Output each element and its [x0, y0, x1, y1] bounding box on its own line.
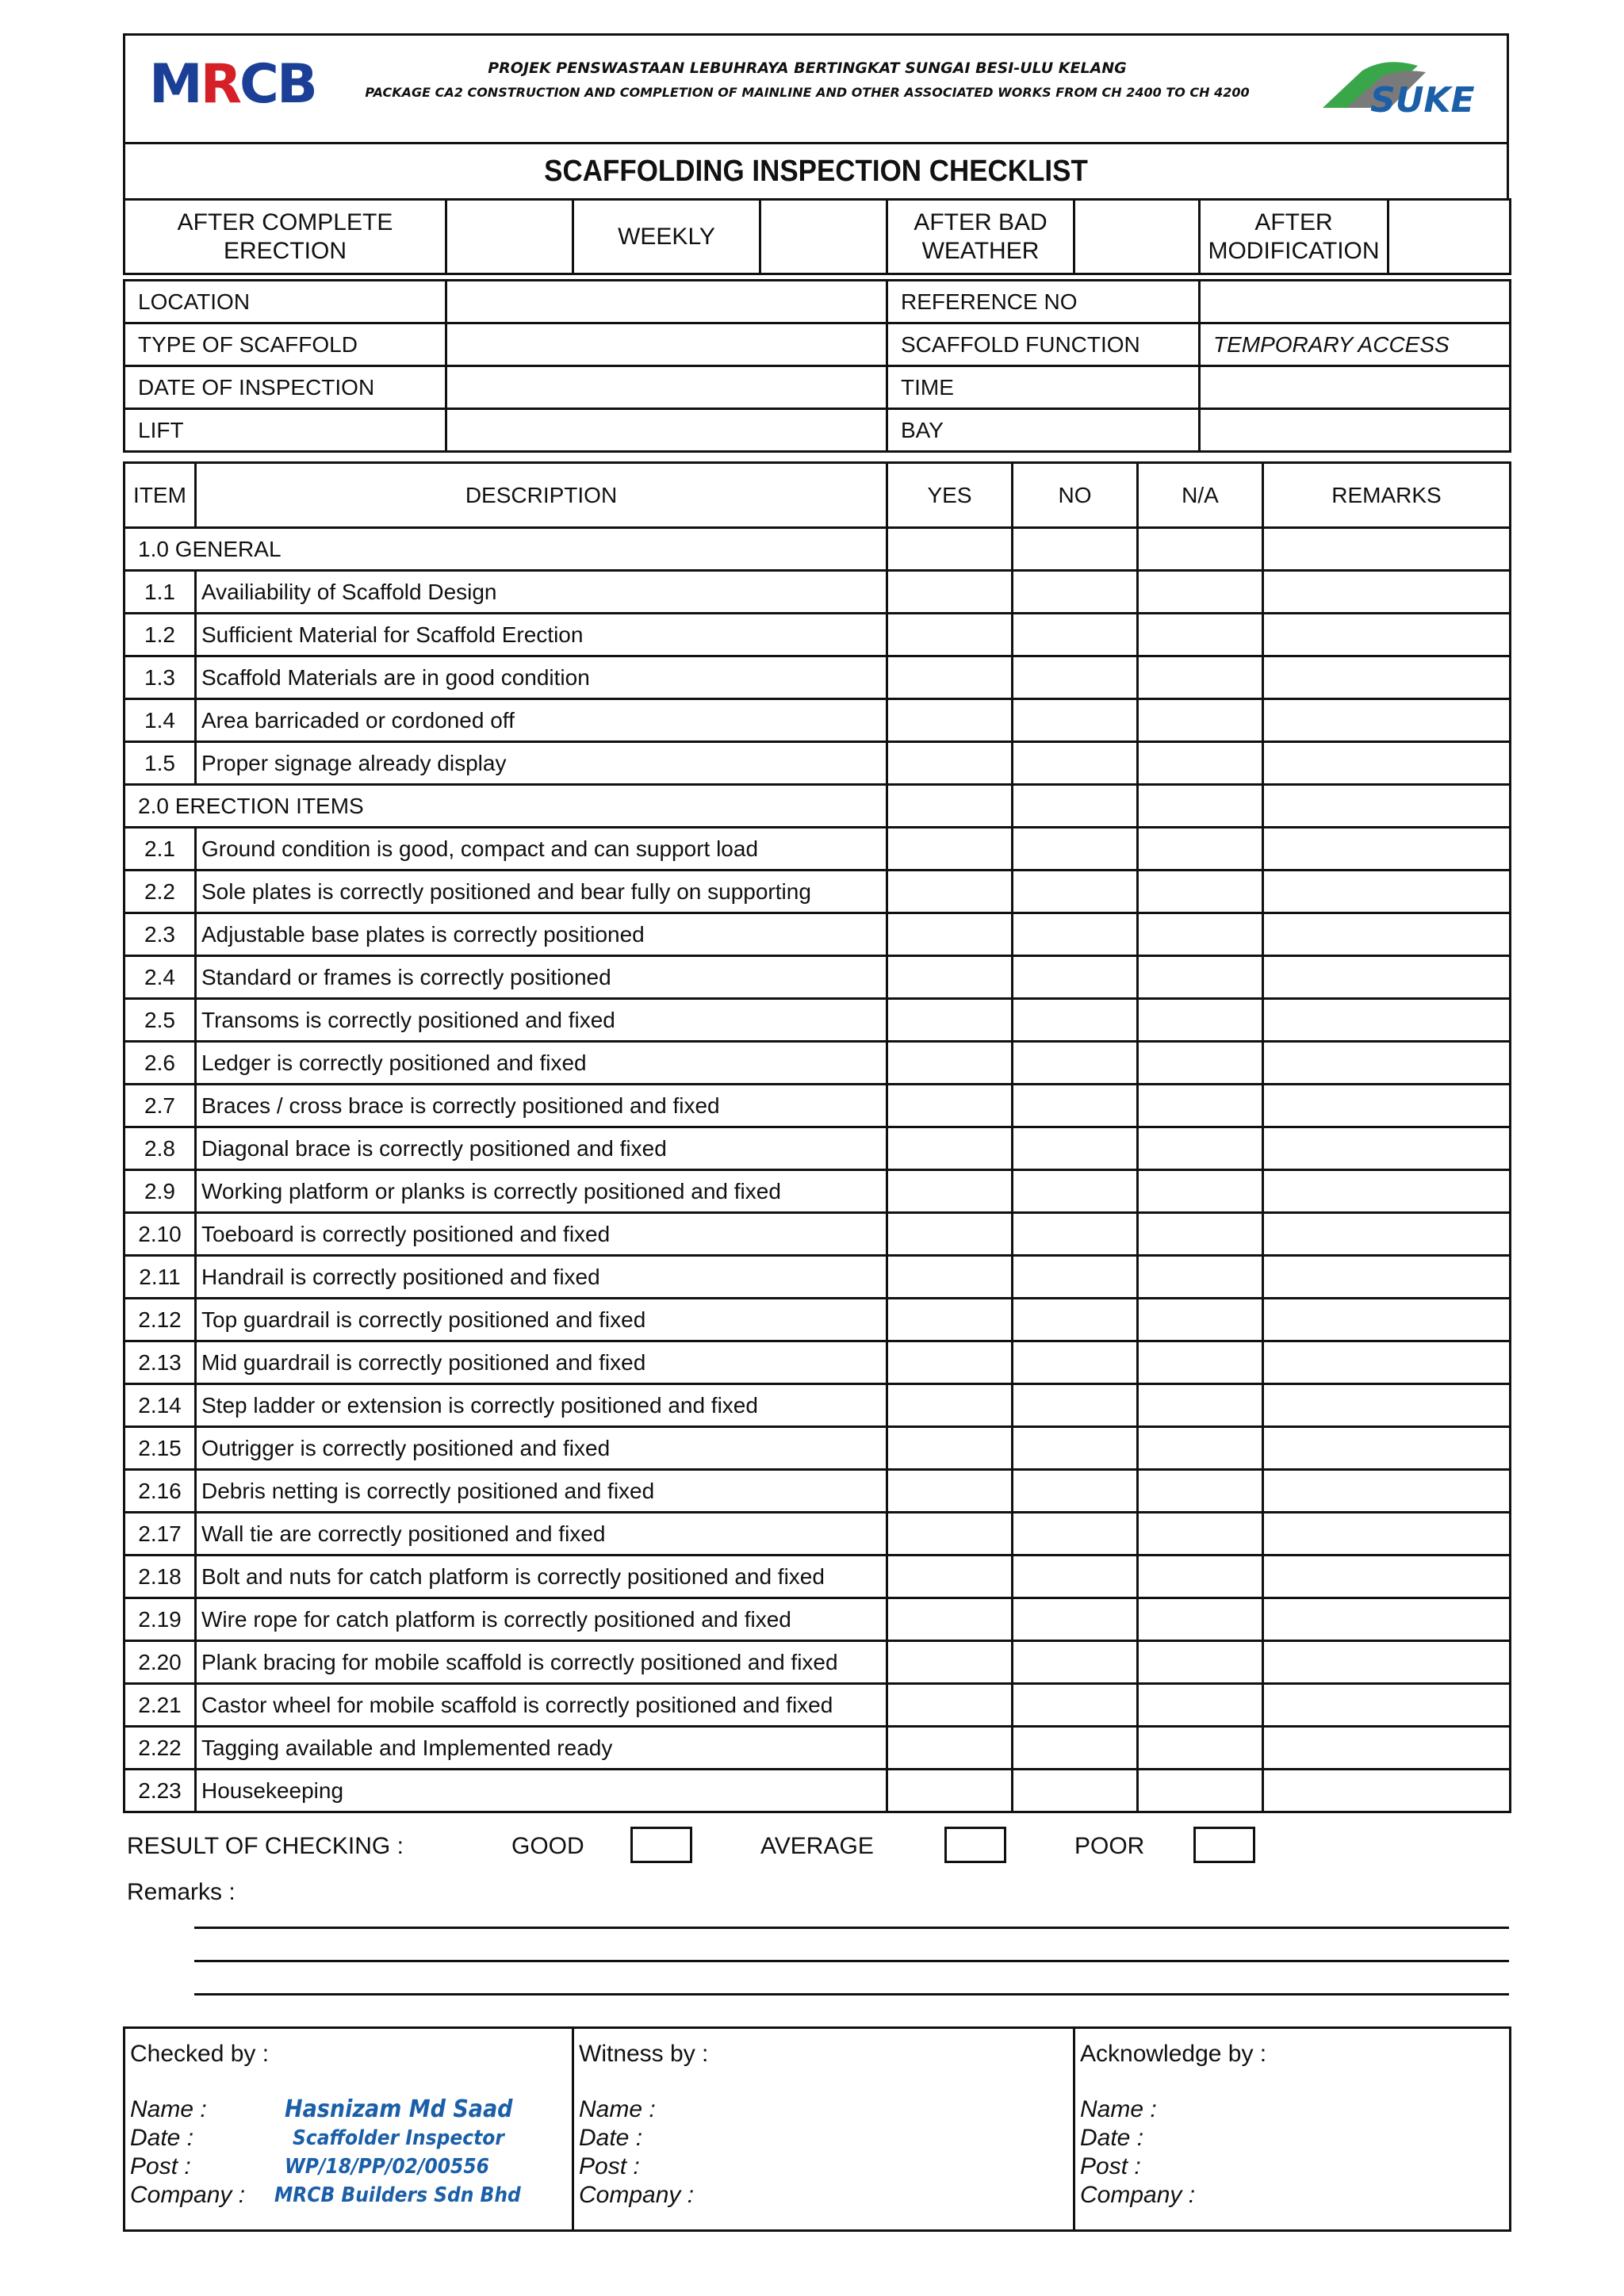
yes-checkbox[interactable] [887, 1598, 1013, 1641]
na-checkbox[interactable] [1138, 828, 1263, 871]
remarks-field[interactable] [1263, 1641, 1511, 1684]
remarks-field[interactable] [1263, 1341, 1511, 1384]
yes-checkbox[interactable] [887, 1213, 1013, 1256]
section-row [124, 785, 1511, 828]
remarks-field[interactable] [1263, 828, 1511, 871]
item-number: 2.3 [124, 913, 196, 956]
checklist-row [124, 1042, 1511, 1085]
no-checkbox[interactable] [1013, 1085, 1138, 1127]
yes-checkbox[interactable] [887, 1341, 1013, 1384]
checker-post-label: Post : [130, 2153, 191, 2179]
item-number: 2.17 [124, 1513, 196, 1556]
result-poor-label: POOR [1074, 1833, 1145, 1859]
remarks-field[interactable] [1263, 1470, 1511, 1513]
section-remarks-cell [1263, 528, 1511, 571]
acknowledge-by-cell[interactable] [1074, 2028, 1511, 2231]
item-description: Tagging available and Implemented ready [196, 1727, 887, 1770]
mrcb-logo: MRCB [149, 53, 316, 116]
col-item: ITEM [124, 463, 196, 528]
remarks-field[interactable] [1263, 699, 1511, 742]
item-number: 2.6 [124, 1042, 196, 1085]
witness-name-label: Name : [579, 2096, 656, 2122]
witness-by-cell[interactable] [573, 2028, 1074, 2231]
checklist-row [124, 1727, 1511, 1770]
no-checkbox[interactable] [1013, 1170, 1138, 1213]
section-yes-cell [887, 528, 1013, 571]
no-checkbox[interactable] [1013, 1042, 1138, 1085]
item-number: 1.5 [124, 742, 196, 785]
field-date-of-inspection[interactable] [446, 366, 887, 409]
yes-checkbox[interactable] [887, 828, 1013, 871]
checklist-row [124, 1170, 1511, 1213]
checklist-row [124, 614, 1511, 656]
item-description: Transoms is correctly positioned and fixed [196, 999, 887, 1042]
item-description: Castor wheel for mobile scaffold is correctly positioned and fixed [196, 1684, 887, 1727]
checklist-row [124, 828, 1511, 871]
no-checkbox[interactable] [1013, 1427, 1138, 1470]
item-description: Plank bracing for mobile scaffold is correctly positioned and fixed [196, 1641, 887, 1684]
item-number: 2.23 [124, 1770, 196, 1812]
item-description: Wire rope for catch platform is correctly positioned and fixed [196, 1598, 887, 1641]
label-reference-no: REFERENCE NO [887, 281, 1200, 323]
item-description: Sufficient Material for Scaffold Erection [196, 614, 887, 656]
no-checkbox[interactable] [1013, 871, 1138, 913]
na-checkbox[interactable] [1138, 1299, 1263, 1341]
item-description: Proper signage already display [196, 742, 887, 785]
item-description: Braces / cross brace is correctly positioned and fixed [196, 1085, 887, 1127]
item-number: 2.10 [124, 1213, 196, 1256]
checker-name-label: Name : [130, 2096, 207, 2122]
no-checkbox[interactable] [1013, 913, 1138, 956]
section-title: 1.0 GENERAL [124, 528, 887, 571]
remarks-field[interactable] [1263, 1256, 1511, 1299]
na-checkbox[interactable] [1138, 1598, 1263, 1641]
suke-logo [1315, 48, 1489, 128]
signoff-table [123, 2026, 1511, 2232]
section-yes-cell [887, 785, 1013, 828]
svg-text:SUKE: SUKE [1370, 80, 1475, 121]
item-number: 2.1 [124, 828, 196, 871]
na-checkbox[interactable] [1138, 1085, 1263, 1127]
col-na: N/A [1138, 463, 1263, 528]
yes-checkbox[interactable] [887, 1770, 1013, 1812]
checklist-row [124, 571, 1511, 614]
na-checkbox[interactable] [1138, 742, 1263, 785]
section-no-cell [1013, 528, 1138, 571]
section-na-cell [1138, 785, 1263, 828]
item-description: Housekeeping [196, 1770, 887, 1812]
project-title-line1: PROJEK PENSWASTAAN LEBUHRAYA BERTINGKAT SUNGAI BESI-ULU KELANG [488, 59, 1127, 77]
na-checkbox[interactable] [1138, 1470, 1263, 1513]
remarks-field[interactable] [1263, 1384, 1511, 1427]
witness-by-label: Witness by : [579, 2041, 709, 2067]
item-number: 1.3 [124, 656, 196, 699]
no-checkbox[interactable] [1013, 614, 1138, 656]
na-checkbox[interactable] [1138, 614, 1263, 656]
na-checkbox[interactable] [1138, 1513, 1263, 1556]
checked-by-label: Checked by : [130, 2041, 270, 2067]
result-average-checkbox[interactable] [944, 1827, 1006, 1863]
remarks-field[interactable] [1263, 571, 1511, 614]
na-checkbox[interactable] [1138, 1213, 1263, 1256]
yes-checkbox[interactable] [887, 742, 1013, 785]
remarks-field[interactable] [1263, 1127, 1511, 1170]
no-checkbox[interactable] [1013, 1727, 1138, 1770]
na-checkbox[interactable] [1138, 871, 1263, 913]
yes-checkbox[interactable] [887, 1170, 1013, 1213]
item-description: Adjustable base plates is correctly positioned [196, 913, 887, 956]
no-checkbox[interactable] [1013, 1770, 1138, 1812]
remarks-field[interactable] [1263, 999, 1511, 1042]
result-poor-checkbox[interactable] [1193, 1827, 1255, 1863]
col-yes: YES [887, 463, 1013, 528]
no-checkbox[interactable] [1013, 1341, 1138, 1384]
inspection-type-table [123, 198, 1511, 275]
no-checkbox[interactable] [1013, 828, 1138, 871]
item-number: 2.15 [124, 1427, 196, 1470]
checklist-row [124, 1341, 1511, 1384]
item-number: 2.21 [124, 1684, 196, 1727]
remarks-field[interactable] [1263, 1598, 1511, 1641]
type-after-modification: AFTER MODIFICATION [1200, 200, 1388, 274]
yes-checkbox[interactable] [887, 656, 1013, 699]
type-after-bad-weather: AFTER BAD WEATHER [887, 200, 1074, 274]
no-checkbox[interactable] [1013, 742, 1138, 785]
na-checkbox[interactable] [1138, 1556, 1263, 1598]
remarks-field[interactable] [1263, 1085, 1511, 1127]
checker-date-row [130, 2124, 572, 2152]
no-checkbox[interactable] [1013, 571, 1138, 614]
info-table [123, 279, 1511, 453]
item-number: 1.1 [124, 571, 196, 614]
yes-checkbox[interactable] [887, 871, 1013, 913]
no-checkbox[interactable] [1013, 656, 1138, 699]
na-checkbox[interactable] [1138, 1341, 1263, 1384]
item-number: 1.2 [124, 614, 196, 656]
yes-checkbox[interactable] [887, 1384, 1013, 1427]
checklist-row [124, 1256, 1511, 1299]
remarks-field[interactable] [1263, 614, 1511, 656]
label-lift: LIFT [124, 409, 446, 452]
item-description: Area barricaded or cordoned off [196, 699, 887, 742]
checklist-row [124, 699, 1511, 742]
yes-checkbox[interactable] [887, 699, 1013, 742]
no-checkbox[interactable] [1013, 1384, 1138, 1427]
yes-checkbox[interactable] [887, 956, 1013, 999]
section-title: 2.0 ERECTION ITEMS [124, 785, 887, 828]
result-good-label: GOOD [511, 1833, 584, 1859]
checklist-row [124, 1470, 1511, 1513]
yes-checkbox[interactable] [887, 1556, 1013, 1598]
checker-name-value: Hasnizam Md Saad [285, 2095, 513, 2123]
checklist-row [124, 1299, 1511, 1341]
remarks-field[interactable] [1263, 1513, 1511, 1556]
no-checkbox[interactable] [1013, 1556, 1138, 1598]
item-description: Diagonal brace is correctly positioned and fixed [196, 1127, 887, 1170]
yes-checkbox[interactable] [887, 1299, 1013, 1341]
remarks-field[interactable] [1263, 742, 1511, 785]
field-location[interactable] [446, 281, 887, 323]
checkbox-after-modification[interactable] [1388, 200, 1511, 274]
ack-date-label: Date : [1080, 2125, 1144, 2151]
na-checkbox[interactable] [1138, 913, 1263, 956]
item-description: Handrail is correctly positioned and fixed [196, 1256, 887, 1299]
remarks-line-1[interactable] [194, 1927, 1509, 1929]
checklist-row [124, 1427, 1511, 1470]
item-description: Bolt and nuts for catch platform is correctly positioned and fixed [196, 1556, 887, 1598]
remarks-field[interactable] [1263, 1684, 1511, 1727]
remarks-field[interactable] [1263, 1727, 1511, 1770]
label-location: LOCATION [124, 281, 446, 323]
checklist-row [124, 1598, 1511, 1641]
remarks-field[interactable] [1263, 871, 1511, 913]
checkbox-after-bad-weather[interactable] [1074, 200, 1200, 274]
item-number: 2.9 [124, 1170, 196, 1213]
remarks-field[interactable] [1263, 1427, 1511, 1470]
witness-date-label: Date : [579, 2125, 643, 2151]
yes-checkbox[interactable] [887, 1127, 1013, 1170]
field-time[interactable] [1200, 366, 1511, 409]
checklist-row [124, 656, 1511, 699]
na-checkbox[interactable] [1138, 1427, 1263, 1470]
checklist-row [124, 999, 1511, 1042]
result-average-label: AVERAGE [760, 1833, 874, 1859]
na-checkbox[interactable] [1138, 1684, 1263, 1727]
checker-post-value: WP/18/PP/02/00556 [285, 2155, 489, 2179]
checker-company-row [130, 2181, 572, 2210]
checkbox-after-complete-erection[interactable] [446, 200, 573, 274]
remarks-label: Remarks : [127, 1879, 236, 1905]
item-number: 2.5 [124, 999, 196, 1042]
item-description: Top guardrail is correctly positioned and fixed [196, 1299, 887, 1341]
item-description: Standard or frames is correctly positioned [196, 956, 887, 999]
item-description: Ground condition is good, compact and can support load [196, 828, 887, 871]
checklist-row [124, 956, 1511, 999]
yes-checkbox[interactable] [887, 913, 1013, 956]
na-checkbox[interactable] [1138, 1641, 1263, 1684]
na-checkbox[interactable] [1138, 699, 1263, 742]
item-number: 2.8 [124, 1127, 196, 1170]
na-checkbox[interactable] [1138, 1256, 1263, 1299]
checklist-row [124, 742, 1511, 785]
item-description: Working platform or planks is correctly positioned and fixed [196, 1170, 887, 1213]
section-no-cell [1013, 785, 1138, 828]
na-checkbox[interactable] [1138, 1042, 1263, 1085]
na-checkbox[interactable] [1138, 1727, 1263, 1770]
checklist-row [124, 913, 1511, 956]
col-remarks: REMARKS [1263, 463, 1511, 528]
item-number: 2.2 [124, 871, 196, 913]
checkbox-weekly[interactable] [760, 200, 887, 274]
item-number: 2.4 [124, 956, 196, 999]
remarks-field[interactable] [1263, 1170, 1511, 1213]
field-lift[interactable] [446, 409, 887, 452]
field-reference-no[interactable] [1200, 281, 1511, 323]
item-description: Mid guardrail is correctly positioned and fixed [196, 1341, 887, 1384]
na-checkbox[interactable] [1138, 999, 1263, 1042]
ack-name-label: Name : [1080, 2096, 1157, 2122]
remarks-field[interactable] [1263, 1556, 1511, 1598]
item-description: Step ladder or extension is correctly positioned and fixed [196, 1384, 887, 1427]
item-number: 2.14 [124, 1384, 196, 1427]
na-checkbox[interactable] [1138, 656, 1263, 699]
project-title-line2: PACKAGE CA2 CONSTRUCTION AND COMPLETION OF MAINLINE AND OTHER ASSOCIATED WORKS FROM CH 2400 TO CH 4200 [365, 85, 1250, 100]
checker-post-row [130, 2152, 572, 2181]
item-number: 2.11 [124, 1256, 196, 1299]
type-weekly: WEEKLY [573, 200, 760, 274]
label-date-of-inspection: DATE OF INSPECTION [124, 366, 446, 409]
checker-date-value: Scaffolder Inspector [293, 2126, 504, 2150]
no-checkbox[interactable] [1013, 1641, 1138, 1684]
na-checkbox[interactable] [1138, 956, 1263, 999]
col-no: NO [1013, 463, 1138, 528]
na-checkbox[interactable] [1138, 1170, 1263, 1213]
checklist-row [124, 1085, 1511, 1127]
yes-checkbox[interactable] [887, 1727, 1013, 1770]
yes-checkbox[interactable] [887, 614, 1013, 656]
checklist-row [124, 1384, 1511, 1427]
remarks-field[interactable] [1263, 1770, 1511, 1812]
label-bay: BAY [887, 409, 1200, 452]
no-checkbox[interactable] [1013, 1213, 1138, 1256]
item-number: 1.4 [124, 699, 196, 742]
item-description: Outrigger is correctly positioned and fixed [196, 1427, 887, 1470]
remarks-field[interactable] [1263, 956, 1511, 999]
na-checkbox[interactable] [1138, 1384, 1263, 1427]
checklist-row [124, 1513, 1511, 1556]
no-checkbox[interactable] [1013, 1256, 1138, 1299]
document-header [123, 33, 1509, 144]
result-label: RESULT OF CHECKING : [127, 1833, 404, 1859]
yes-checkbox[interactable] [887, 1085, 1013, 1127]
no-checkbox[interactable] [1013, 699, 1138, 742]
checklist-header-row [124, 463, 1511, 528]
no-checkbox[interactable] [1013, 1598, 1138, 1641]
yes-checkbox[interactable] [887, 999, 1013, 1042]
label-scaffold-function: SCAFFOLD FUNCTION [887, 323, 1200, 366]
checker-company-label: Company : [130, 2182, 246, 2208]
item-number: 2.22 [124, 1727, 196, 1770]
yes-checkbox[interactable] [887, 1684, 1013, 1727]
item-description: Ledger is correctly positioned and fixed [196, 1042, 887, 1085]
yes-checkbox[interactable] [887, 571, 1013, 614]
label-time: TIME [887, 366, 1200, 409]
label-type-of-scaffold: TYPE OF SCAFFOLD [124, 323, 446, 366]
remarks-field[interactable] [1263, 913, 1511, 956]
remarks-field[interactable] [1263, 656, 1511, 699]
no-checkbox[interactable] [1013, 1684, 1138, 1727]
item-number: 2.7 [124, 1085, 196, 1127]
checklist-row [124, 1641, 1511, 1684]
section-na-cell [1138, 528, 1263, 571]
remarks-field[interactable] [1263, 1299, 1511, 1341]
checker-name-row [130, 2095, 572, 2124]
checker-date-label: Date : [130, 2125, 194, 2151]
result-good-checkbox[interactable] [630, 1827, 692, 1863]
acknowledge-by-label: Acknowledge by : [1080, 2041, 1267, 2067]
checklist-table [123, 461, 1511, 1813]
yes-checkbox[interactable] [887, 1427, 1013, 1470]
field-type-of-scaffold[interactable] [446, 323, 887, 366]
item-number: 2.19 [124, 1598, 196, 1641]
checker-company-value: MRCB Builders Sdn Bhd [274, 2183, 521, 2207]
remarks-line-2[interactable] [194, 1960, 1509, 1962]
na-checkbox[interactable] [1138, 1770, 1263, 1812]
no-checkbox[interactable] [1013, 1513, 1138, 1556]
item-description: Availiability of Scaffold Design [196, 571, 887, 614]
field-scaffold-function[interactable]: TEMPORARY ACCESS [1200, 323, 1511, 366]
na-checkbox[interactable] [1138, 1127, 1263, 1170]
ack-post-label: Post : [1080, 2153, 1141, 2179]
item-number: 2.12 [124, 1299, 196, 1341]
no-checkbox[interactable] [1013, 1470, 1138, 1513]
item-number: 2.18 [124, 1556, 196, 1598]
checklist-row [124, 1684, 1511, 1727]
checked-by-cell[interactable] [124, 2028, 573, 2231]
checklist-row [124, 1213, 1511, 1256]
no-checkbox[interactable] [1013, 999, 1138, 1042]
no-checkbox[interactable] [1013, 1127, 1138, 1170]
yes-checkbox[interactable] [887, 1513, 1013, 1556]
item-number: 2.20 [124, 1641, 196, 1684]
page-title: SCAFFOLDING INSPECTION CHECKLIST [544, 155, 1088, 188]
item-description: Toeboard is correctly positioned and fixed [196, 1213, 887, 1256]
no-checkbox[interactable] [1013, 956, 1138, 999]
witness-post-label: Post : [579, 2153, 640, 2179]
col-description: DESCRIPTION [196, 463, 887, 528]
field-bay[interactable] [1200, 409, 1511, 452]
checklist-row [124, 1127, 1511, 1170]
section-remarks-cell [1263, 785, 1511, 828]
witness-company-label: Company : [579, 2182, 695, 2208]
no-checkbox[interactable] [1013, 1299, 1138, 1341]
checklist-row [124, 871, 1511, 913]
yes-checkbox[interactable] [887, 1470, 1013, 1513]
item-description: Sole plates is correctly positioned and bear fully on supporting [196, 871, 887, 913]
type-after-complete-erection: AFTER COMPLETE ERECTION [124, 200, 446, 274]
remarks-field[interactable] [1263, 1042, 1511, 1085]
checklist-row [124, 1770, 1511, 1812]
item-number: 2.16 [124, 1470, 196, 1513]
yes-checkbox[interactable] [887, 1042, 1013, 1085]
yes-checkbox[interactable] [887, 1641, 1013, 1684]
yes-checkbox[interactable] [887, 1256, 1013, 1299]
remarks-line-3[interactable] [194, 1993, 1509, 1996]
section-row [124, 528, 1511, 571]
checklist-row [124, 1556, 1511, 1598]
item-description: Debris netting is correctly positioned and fixed [196, 1470, 887, 1513]
item-description: Wall tie are correctly positioned and fixed [196, 1513, 887, 1556]
ack-company-label: Company : [1080, 2182, 1196, 2208]
item-description: Scaffold Materials are in good condition [196, 656, 887, 699]
na-checkbox[interactable] [1138, 571, 1263, 614]
item-number: 2.13 [124, 1341, 196, 1384]
remarks-field[interactable] [1263, 1213, 1511, 1256]
